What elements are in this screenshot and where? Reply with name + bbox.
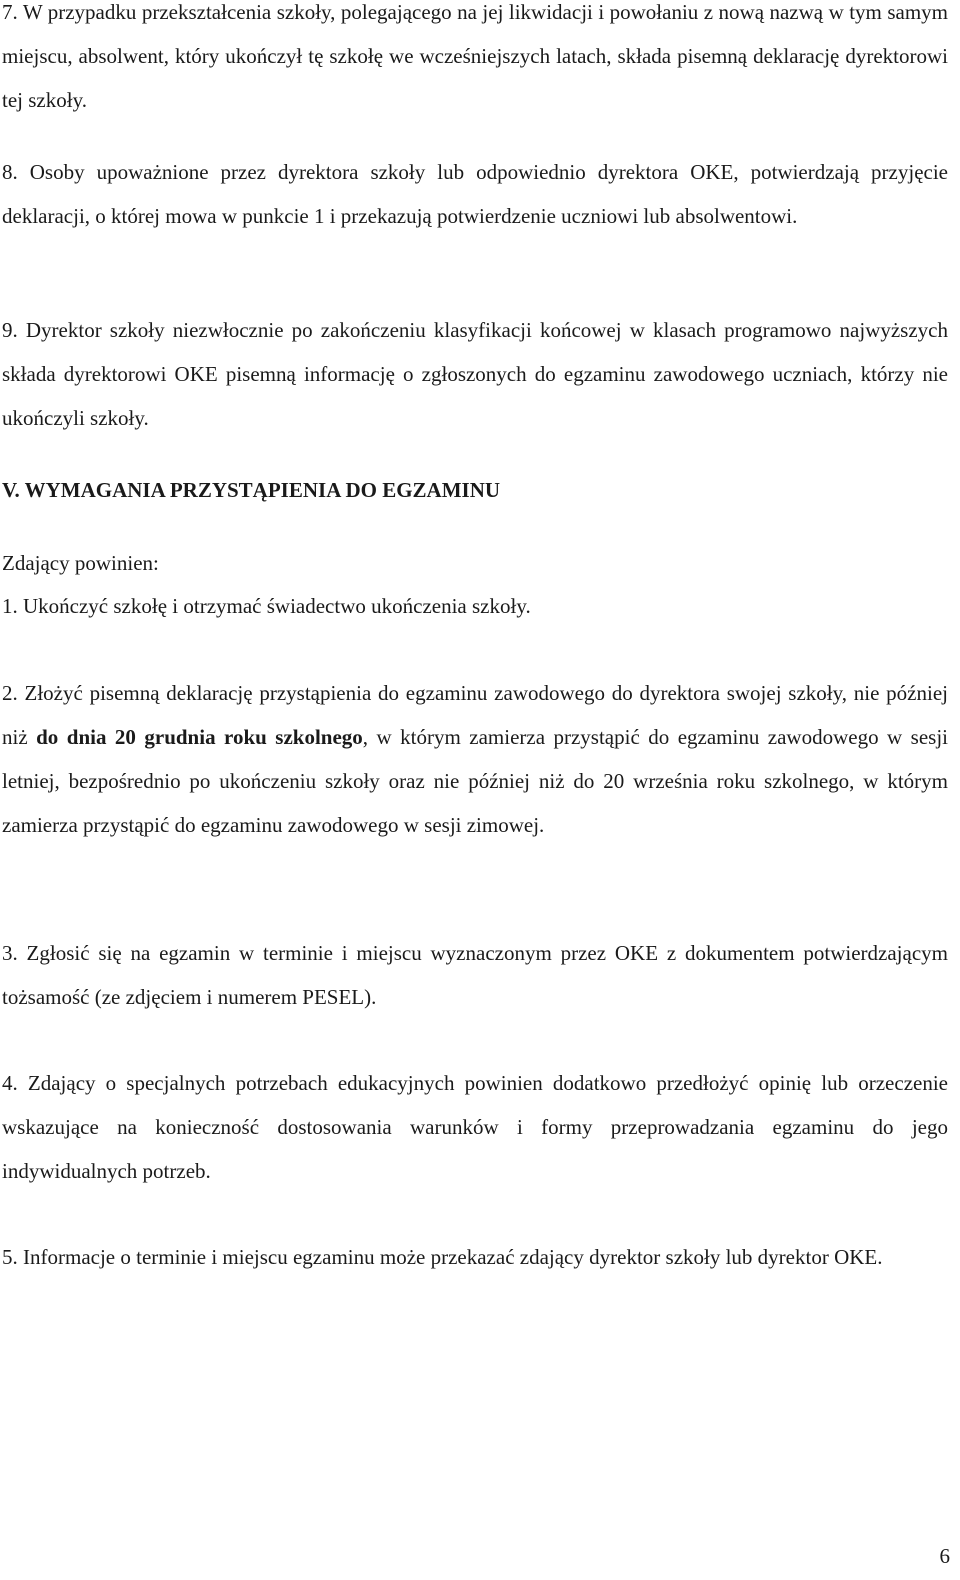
requirement-2 xyxy=(2,671,948,847)
page-number: 6 xyxy=(939,1544,950,1568)
paragraph-9: 9. Dyrektor szkoły niezwłocznie po zakończeniu klasyfikacji końcowej w klasach programowo najwyższych składa dyrektorowi OKE pisemną informację o zgłoszonych do egzaminu zawodowego uczniach, którzy nie ukończyli szkoły. xyxy=(2,318,948,430)
requirement-4: 4. Zdający o specjalnych potrzebach edukacyjnych powinien dodatkowo przedłożyć opinię lub orzeczenie wskazujące na konieczność dostosowania warunków i formy przeprowadzania egzaminu do jego indywidualnych potrzeb. xyxy=(2,1071,948,1183)
requirement-5: 5. Informacje o terminie i miejscu egzaminu może przekazać zdający dyrektor szkoły lub dyrektor OKE. xyxy=(2,1245,883,1269)
requirement-2-text-before: 2. Złożyć pisemną deklarację przystąpienia do egzaminu zawodowego do dyrektora swojej szkoły, nie później niż xyxy=(2,681,948,749)
requirement-2-deadline: do dnia 20 grudnia roku szkolnego xyxy=(36,725,363,749)
intro-text: Zdający powinien: xyxy=(2,551,159,575)
requirement-3: 3. Zgłosić się na egzamin w terminie i miejscu wyznaczonym przez OKE z dokumentem potwierdzającym tożsamość (ze zdjęciem i numerem PESEL). xyxy=(2,941,948,1009)
paragraph-8: 8. Osoby upoważnione przez dyrektora szkoły lub odpowiednio dyrektora OKE, potwierdzają przyjęcie deklaracji, o której mowa w punkcie 1 i przekazują potwierdzenie uczniowi lub absolwentowi. xyxy=(2,160,948,228)
requirement-1: 1. Ukończyć szkołę i otrzymać świadectwo ukończenia szkoły. xyxy=(2,594,531,618)
section-heading: V. WYMAGANIA PRZYSTĄPIENIA DO EGZAMINU xyxy=(2,478,501,502)
requirement-2-text-after: , w którym zamierza przystąpić do egzaminu zawodowego w sesji letniej, bezpośrednio po ukończeniu szkoły oraz nie później niż do 20 września roku szkolnego, w którym zamierza przystąpić do egzaminu zawodowego w sesji zimowej. xyxy=(2,725,948,837)
paragraph-7: 7. W przypadku przekształcenia szkoły, polegającego na jej likwidacji i powołaniu z nową nazwą w tym samym miejscu, absolwent, który ukończył tę szkołę we wcześniejszych latach, składa pisemną deklarację dyrektorowi tej szkoły. xyxy=(2,0,948,112)
